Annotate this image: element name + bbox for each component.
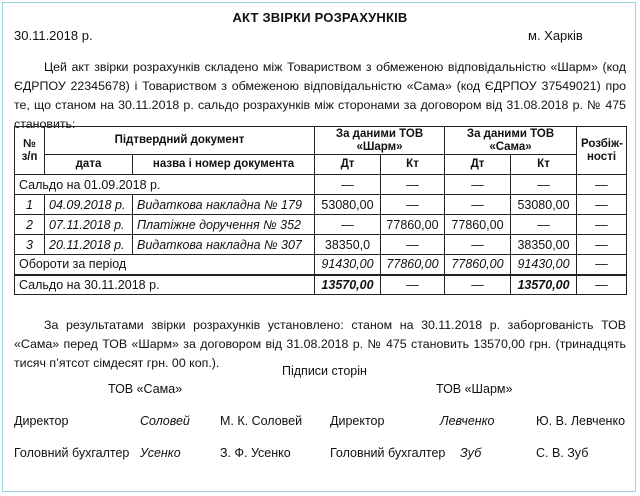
opening-label: Сальдо на 01.09.2018 р. bbox=[15, 175, 315, 195]
cell: 13570,00 bbox=[315, 275, 381, 295]
cell: Платіжне доручення № 352 bbox=[133, 215, 315, 235]
cell: — bbox=[511, 175, 577, 195]
header-document: Підтвердний документ bbox=[45, 127, 315, 155]
header-sama: За даними ТОВ «Сама» bbox=[445, 127, 577, 155]
right-accountant-name: С. В. Зуб bbox=[536, 446, 589, 460]
left-director-name: М. К. Соловей bbox=[220, 414, 303, 428]
cell: 07.11.2018 р. bbox=[45, 215, 133, 235]
cell: — bbox=[445, 235, 511, 255]
cell: 77860,00 bbox=[445, 215, 511, 235]
cell: 77860,00 bbox=[381, 215, 445, 235]
document-title: АКТ ЗВІРКИ РОЗРАХУНКІВ bbox=[232, 10, 408, 25]
left-company: ТОВ «Сама» bbox=[108, 382, 183, 396]
right-company: ТОВ «Шарм» bbox=[436, 382, 513, 396]
cell: Видаткова накладна № 307 bbox=[133, 235, 315, 255]
right-director-role: Директор bbox=[330, 414, 385, 428]
cell: — bbox=[381, 235, 445, 255]
cell: — bbox=[577, 195, 627, 215]
document-date: 30.11.2018 р. bbox=[14, 28, 93, 43]
cell: 91430,00 bbox=[511, 255, 577, 275]
opening-balance-row bbox=[15, 175, 627, 195]
cell: — bbox=[577, 235, 627, 255]
right-accountant-signature: Зуб bbox=[460, 446, 482, 460]
cell: — bbox=[577, 255, 627, 275]
reconciliation-table bbox=[14, 126, 627, 295]
cell: 77860,00 bbox=[381, 255, 445, 275]
cell: — bbox=[511, 215, 577, 235]
turnover-row bbox=[15, 255, 627, 275]
cell: — bbox=[445, 195, 511, 215]
cell: — bbox=[315, 175, 381, 195]
right-director-signature: Левченко bbox=[440, 414, 495, 428]
cell: 2 bbox=[15, 215, 45, 235]
table-row bbox=[15, 195, 627, 215]
signatures-heading: Підписи сторін bbox=[282, 364, 367, 378]
cell: 91430,00 bbox=[315, 255, 381, 275]
cell: Видаткова накладна № 179 bbox=[133, 195, 315, 215]
cell: 77860,00 bbox=[445, 255, 511, 275]
cell: — bbox=[577, 175, 627, 195]
header-dt-sama: Дт bbox=[445, 155, 511, 175]
right-accountant-role: Головний бухгалтер bbox=[330, 446, 446, 460]
turnover-label: Обороти за період bbox=[15, 255, 315, 275]
table-subheader-row bbox=[15, 155, 627, 175]
header-diff: Розбіж-ності bbox=[577, 127, 627, 175]
cell: 13570,00 bbox=[511, 275, 577, 295]
header-dt-sharm: Дт bbox=[315, 155, 381, 175]
left-accountant-role: Головний бухгалтер bbox=[14, 446, 130, 460]
header-sharm: За даними ТОВ «Шарм» bbox=[315, 127, 445, 155]
conclusion-paragraph: За результатами звірки розрахунків установлено: станом на 30.11.2018 р. заборгованість ТОВ «Сама» перед ТОВ «Шарм» за договором від 31.08.2018 р. № 475 становить 13570,00 грн. (тринадцять тисяч п’ятсот сімдесят грн. 00 коп.). bbox=[14, 318, 626, 370]
table-row bbox=[15, 215, 627, 235]
right-director-name: Ю. В. Левченко bbox=[536, 414, 626, 428]
cell: — bbox=[381, 275, 445, 295]
header-docname: назва і номер документа bbox=[133, 155, 315, 175]
cell: 3 bbox=[15, 235, 45, 255]
cell: — bbox=[381, 175, 445, 195]
cell: 38350,00 bbox=[511, 235, 577, 255]
table-row bbox=[15, 235, 627, 255]
header-num: № з/п bbox=[15, 127, 45, 175]
header-kt-sama: Кт bbox=[511, 155, 577, 175]
header-kt-sharm: Кт bbox=[381, 155, 445, 175]
cell: — bbox=[445, 275, 511, 295]
cell: — bbox=[381, 195, 445, 215]
left-accountant-name: З. Ф. Усенко bbox=[220, 446, 291, 460]
left-director-role: Директор bbox=[14, 414, 69, 428]
table-header-row bbox=[15, 127, 627, 155]
cell: — bbox=[315, 215, 381, 235]
cell: 1 bbox=[15, 195, 45, 215]
cell: 53080,00 bbox=[511, 195, 577, 215]
header-date: дата bbox=[45, 155, 133, 175]
cell: 04.09.2018 р. bbox=[45, 195, 133, 215]
cell: — bbox=[577, 275, 627, 295]
cell: — bbox=[577, 215, 627, 235]
cell: 53080,00 bbox=[315, 195, 381, 215]
closing-balance-row bbox=[15, 275, 627, 295]
document-city: м. Харків bbox=[528, 28, 583, 43]
cell: — bbox=[445, 175, 511, 195]
cell: 20.11.2018 р. bbox=[45, 235, 133, 255]
closing-label: Сальдо на 30.11.2018 р. bbox=[15, 275, 315, 295]
left-director-signature: Соловей bbox=[140, 414, 190, 428]
left-accountant-signature: Усенко bbox=[140, 446, 181, 460]
cell: 38350,0 bbox=[315, 235, 381, 255]
intro-paragraph: Цей акт звірки розрахунків складено між Товариством з обмеженою відповідальністю «Шарм» (код ЄДРПОУ 22345678) і Товариством з обмеженою відповідальністю «Сама» (код ЄДРПОУ 37549021) про те, що станом на 30.11.2018 р. сальдо розрахунків між сторонами за договором від 31.08.2018 р. № 475 становить: bbox=[14, 60, 626, 131]
